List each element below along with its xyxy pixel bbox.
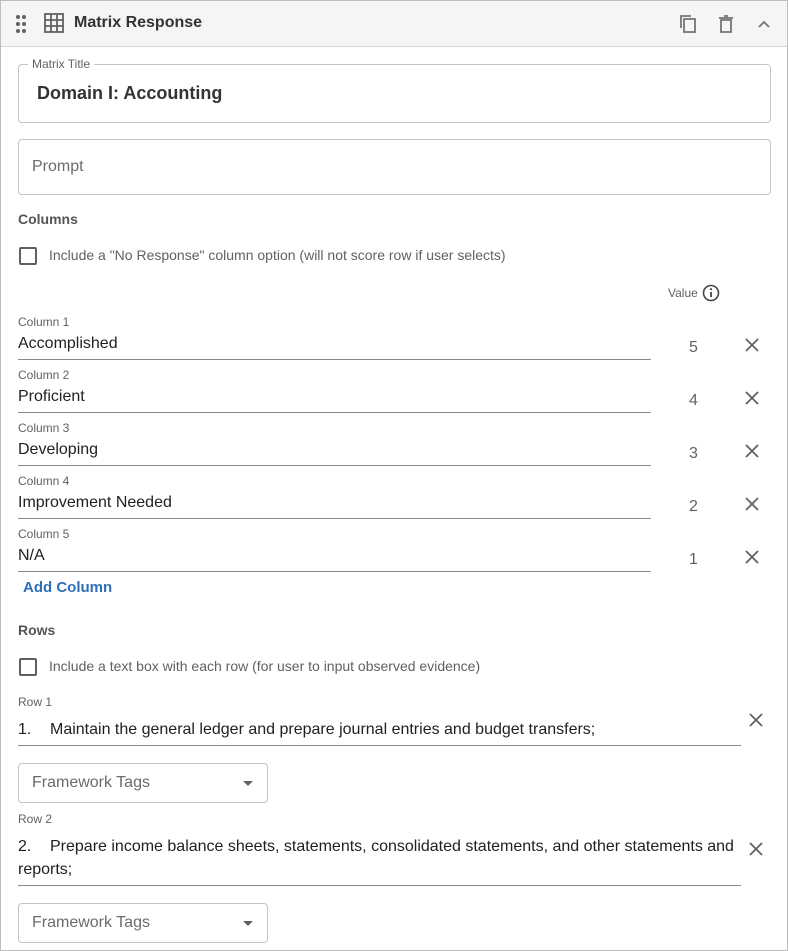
column-1-input[interactable]: Accomplished (18, 335, 118, 352)
matrix-title-label: Matrix Title (28, 57, 94, 71)
remove-column-5-icon[interactable] (743, 548, 761, 566)
row-text-box-checkbox[interactable] (19, 658, 37, 676)
column-2-label: Column 2 (18, 368, 70, 382)
row-1-underline (18, 745, 741, 746)
prompt-placeholder: Prompt (32, 158, 84, 175)
remove-column-1-icon[interactable] (743, 336, 761, 354)
row-2-framework-tags-placeholder: Framework Tags (32, 914, 150, 931)
row-1-label: Row 1 (18, 695, 53, 709)
remove-row-1-icon[interactable] (747, 711, 765, 729)
column-4-underline (18, 518, 651, 519)
row-2-number: 2. (18, 838, 32, 855)
column-1-underline (18, 359, 651, 360)
column-4-score[interactable]: 2 (689, 498, 698, 515)
value-column-header: Value (668, 286, 698, 300)
matrix-title-value[interactable]: Domain I: Accounting (37, 83, 223, 103)
no-response-label: Include a "No Response" column option (will not score row if user selects) (49, 247, 506, 263)
column-5-score[interactable]: 1 (689, 551, 698, 568)
column-1-score[interactable]: 5 (689, 339, 698, 356)
column-4-input[interactable]: Improvement Needed (18, 494, 172, 511)
no-response-checkbox[interactable] (19, 247, 37, 265)
column-2-underline (18, 412, 651, 413)
column-4-label: Column 4 (18, 474, 70, 488)
row-2-input[interactable] (18, 835, 742, 881)
panel-header (1, 1, 787, 47)
column-3-score[interactable]: 3 (689, 445, 698, 462)
chevron-up-icon[interactable] (753, 13, 775, 35)
grid-icon (44, 13, 64, 33)
dropdown-caret-icon (243, 781, 253, 786)
panel-title: Matrix Response (74, 14, 203, 31)
column-2-input[interactable]: Proficient (18, 388, 85, 405)
column-2-score[interactable]: 4 (689, 392, 698, 409)
drag-handle-icon[interactable] (15, 14, 27, 34)
prompt-field[interactable] (18, 139, 771, 195)
row-text-box-label: Include a text box with each row (for user to input observed evidence) (49, 658, 481, 674)
column-3-underline (18, 465, 651, 466)
column-5-input[interactable]: N/A (18, 547, 45, 564)
column-5-label: Column 5 (18, 527, 70, 541)
column-3-input[interactable]: Developing (18, 441, 99, 458)
row-2-framework-tags-select[interactable] (18, 903, 268, 943)
column-5-underline (18, 571, 651, 572)
row-2-underline (18, 885, 741, 886)
row-1-text: Maintain the general ledger and prepare journal entries and budget transfers; (50, 721, 596, 738)
row-1-input[interactable] (18, 718, 742, 741)
row-1-framework-tags-select[interactable] (18, 763, 268, 803)
row-2-label: Row 2 (18, 812, 53, 826)
dropdown-caret-icon (243, 921, 253, 926)
remove-column-3-icon[interactable] (743, 442, 761, 460)
remove-column-4-icon[interactable] (743, 495, 761, 513)
copy-icon[interactable] (677, 13, 699, 35)
trash-icon[interactable] (715, 13, 737, 35)
row-1-framework-tags-placeholder: Framework Tags (32, 774, 150, 791)
rows-section-label: Rows (18, 622, 56, 638)
row-2-text: Prepare income balance sheets, statements, consolidated statements, and other statements and reports; (18, 838, 734, 878)
column-3-label: Column 3 (18, 421, 70, 435)
remove-row-2-icon[interactable] (747, 840, 765, 858)
column-1-label: Column 1 (18, 315, 70, 329)
add-column-button[interactable]: Add Column (23, 579, 113, 596)
remove-column-2-icon[interactable] (743, 389, 761, 407)
row-1-number: 1. (18, 721, 32, 738)
columns-section-label: Columns (18, 211, 78, 227)
info-icon[interactable] (702, 284, 720, 302)
